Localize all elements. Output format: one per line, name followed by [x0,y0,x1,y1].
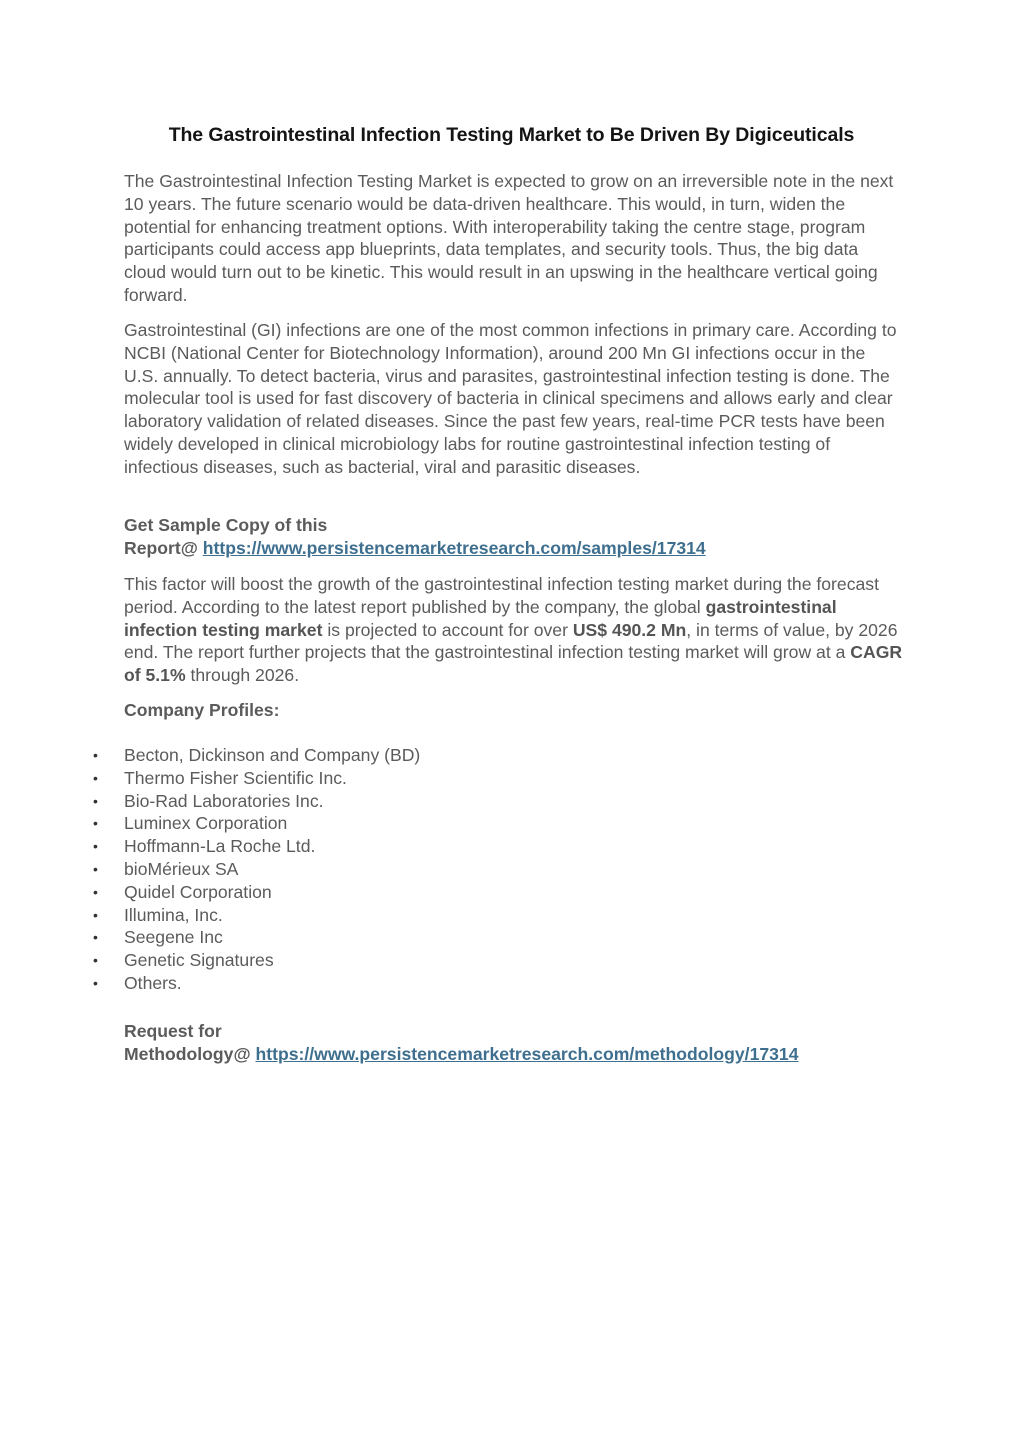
company-name: bioMérieux SA [124,858,239,879]
company-name: Others. [124,972,182,993]
forecast-text-4: through 2026. [185,665,300,686]
bullet-icon: • [93,952,98,969]
forecast-text-2: is projected to account for over [322,619,573,640]
sample-request [124,514,904,560]
list-item [93,812,420,835]
bullet-icon: • [93,792,98,809]
bullet-icon: • [93,815,98,832]
bullet-icon: • [93,838,98,855]
forecast-text-1: This factor will boost the growth of the gastrointestinal infection testing market during the forecast period. According to the latest report published by the company, the global [124,574,879,617]
bullet-icon: • [93,929,98,946]
company-name: Illumina, Inc. [124,904,223,925]
list-item [93,972,420,995]
bullet-icon: • [93,906,98,923]
company-name: Hoffmann-La Roche Ltd. [124,836,316,857]
list-item [93,858,420,881]
company-name: Seegene Inc [124,927,223,948]
list-item [93,790,420,813]
list-item [93,904,420,927]
forecast-bold-market: gastrointestinal infection testing market [124,596,837,640]
profiles-heading [124,699,904,722]
list-item [93,835,420,858]
list-item [93,949,420,972]
list-item [93,744,420,767]
forecast-bold-value: US$ 490.2 Mn [572,619,687,640]
bullet-icon: • [93,883,98,900]
company-list [93,744,420,995]
company-name: Bio-Rad Laboratories Inc. [124,790,324,811]
sample-link[interactable]: https://www.persistencemarketresearch.com/samples/17314 [202,537,706,558]
paragraph-market-forecast [124,573,904,687]
profiles-heading-text: Company Profiles: [124,700,280,720]
list-item [93,926,420,949]
methodology-request [124,1020,904,1066]
forecast-text-3: , in terms of value, by 2026 end. The report further projects that the gastrointestinal infection testing market will grow at a [124,619,898,663]
page-title: The Gastrointestinal Infection Testing Market to Be Driven By Digiceuticals [168,124,855,146]
bullet-icon: • [93,974,98,991]
sample-label-line1: Get Sample Copy of this [124,515,328,535]
company-name: Quidel Corporation [124,881,272,902]
forecast-bold-cagr: CAGR of 5.1% [124,642,903,686]
methodology-label-line2: Methodology@ [124,1043,256,1064]
bullet-icon: • [93,769,98,786]
methodology-link[interactable]: https://www.persistencemarketresearch.com/methodology/17314 [255,1043,799,1064]
paragraph-gi-infections: Gastrointestinal (GI) infections are one of the most common infections in primary care. According to NCBI (National Center for Biotechnology Information), around 200 Mn GI infections occur in the U.S. annually. To detect bacteria, virus and parasites, gastrointestinal infection testing is done. The molecular tool is used for fast discovery of bacteria in clinical specimens and allows early and clear laboratory validation of related diseases. Since the past few years, real-time PCR tests have been widely developed in clinical microbiology labs for routine gastrointestinal infection testing of infectious diseases, such as bacterial, viral and parasitic diseases. [124,320,897,477]
list-item [93,767,420,790]
list-item [93,881,420,904]
sample-label-line2: Report@ [124,537,203,558]
company-name: Luminex Corporation [124,813,288,834]
bullet-icon: • [93,860,98,877]
company-name: Thermo Fisher Scientific Inc. [124,767,347,788]
company-name: Becton, Dickinson and Company (BD) [124,745,421,765]
methodology-label-line1: Request for [124,1021,222,1041]
paragraph-intro: The Gastrointestinal Infection Testing Market is expected to grow on an irreversible note in the next 10 years. The future scenario would be data-driven healthcare. This would, in turn, widen the potential for enhancing treatment options. With interoperability taking the centre stage, program participants could access app blueprints, data templates, and security tools. Thus, the big data cloud would turn out to be kinetic. This would result in an upswing in the healthcare vertical going forward. [124,171,894,305]
company-name: Genetic Signatures [124,950,274,971]
bullet-icon: • [93,747,98,763]
